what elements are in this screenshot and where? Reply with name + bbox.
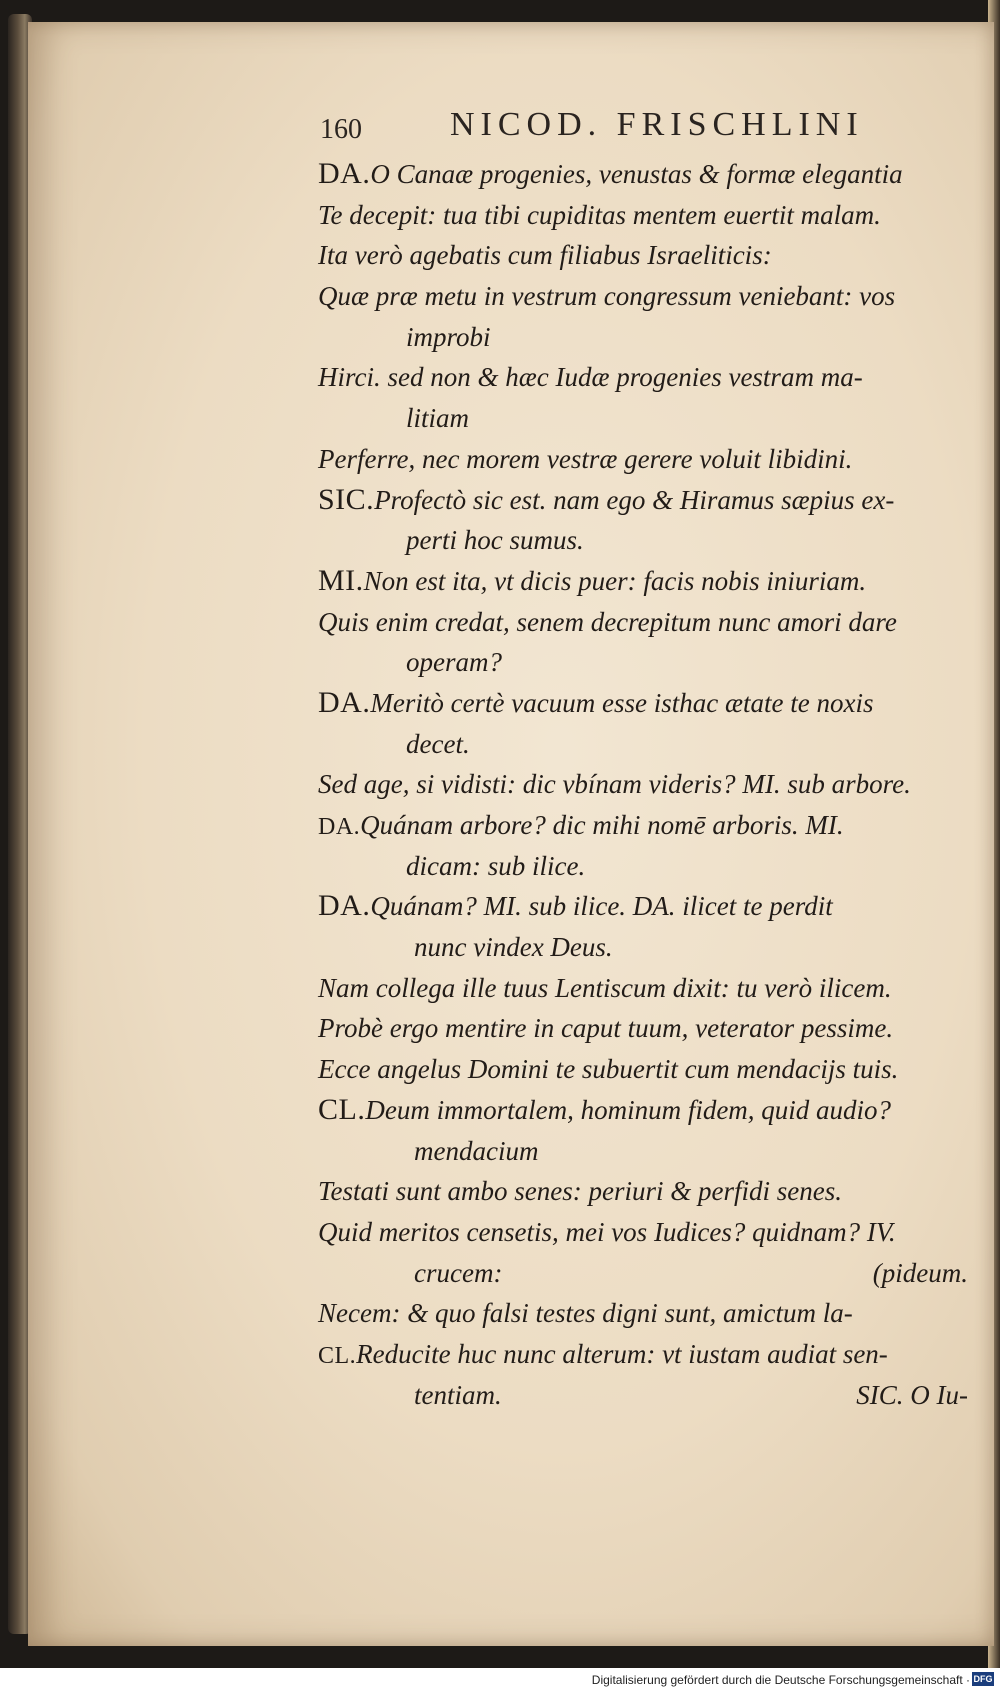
text-line xyxy=(318,1375,988,1416)
text-line xyxy=(318,235,988,276)
text-line xyxy=(318,195,988,236)
line-right-text: SIC. O Iu- xyxy=(856,1379,968,1410)
line-text: Perferre, nec morem vestræ gerere voluit libidini. xyxy=(318,443,853,474)
text-line xyxy=(318,1212,988,1253)
speaker-label: CL. xyxy=(318,1342,357,1369)
line-text: Quánam arbore? dic mihi nomē arboris. MI. xyxy=(360,810,844,840)
text-line xyxy=(318,968,988,1009)
text-line xyxy=(318,642,988,683)
footer-bar xyxy=(0,1668,1000,1693)
text-line xyxy=(318,357,988,398)
line-text: Quánam? MI. sub ilice. DA. ilicet te perdit xyxy=(370,891,833,922)
dfg-logo-icon: DFG xyxy=(973,1674,993,1684)
text-line xyxy=(318,520,988,561)
speaker-label: DA. xyxy=(318,685,371,719)
text-line xyxy=(318,317,988,358)
line-text: O Canaæ progenies, venustas & formæ elegantia xyxy=(370,159,903,189)
text-line xyxy=(318,1334,988,1375)
text-line xyxy=(318,561,988,602)
text-line xyxy=(318,1008,988,1049)
text-line xyxy=(318,1293,988,1334)
speaker-label: DA. xyxy=(318,814,361,840)
line-text: Reducite huc nunc alterum: vt iustam audiat sen- xyxy=(356,1338,888,1369)
speaker-label: DA. xyxy=(318,157,371,190)
text-line xyxy=(318,1049,988,1090)
line-text: mendacium xyxy=(414,1135,539,1166)
line-text: tentiam. xyxy=(414,1379,502,1410)
text-line xyxy=(318,683,988,724)
line-text: crucem: xyxy=(414,1257,503,1288)
page-header xyxy=(320,100,910,150)
line-text: Quid meritos censetis, mei vos Iudices? quidnam? IV. xyxy=(318,1216,896,1247)
text-line xyxy=(318,276,988,317)
text-line xyxy=(318,1171,988,1212)
line-text: improbi xyxy=(406,321,491,352)
text-line xyxy=(318,154,988,195)
speaker-label: CL. xyxy=(318,1092,366,1126)
text-line xyxy=(318,724,988,765)
line-text: litiam xyxy=(406,403,470,434)
text-line xyxy=(318,602,988,643)
line-text: Deum immortalem, hominum fidem, quid audio? xyxy=(365,1094,892,1125)
line-text: dicam: sub ilice. xyxy=(406,850,586,881)
line-text: nunc vindex Deus. xyxy=(414,932,613,963)
line-text: Ecce angelus Domini te subuertit cum mendacijs tuis. xyxy=(318,1054,899,1085)
text-line xyxy=(318,439,988,480)
speaker-label: MI. xyxy=(318,563,364,597)
text-line xyxy=(318,927,988,968)
line-text: operam? xyxy=(406,647,502,678)
line-text: Nam collega ille tuus Lentiscum dixit: tu verò ilicem. xyxy=(318,972,892,1003)
text-line xyxy=(318,1131,988,1172)
text-line xyxy=(318,398,988,439)
speaker-label: SIC. xyxy=(318,482,375,516)
line-text: Meritò certè vacuum esse isthac ætate te noxis xyxy=(370,687,874,718)
line-text: Quis enim credat, senem decrepitum nunc amori dare xyxy=(318,606,897,637)
line-text: Sed age, si vidisti: dic vbínam videris? MI. sub arbore. xyxy=(318,769,911,800)
line-right-text: (pideum. xyxy=(872,1257,968,1288)
line-text: Hirci. sed non & hæc Iudæ progenies vestram ma- xyxy=(318,362,863,393)
line-text: Probè ergo mentire in caput tuum, veterator pessime. xyxy=(318,1013,894,1044)
line-text: Te decepit: tua tibi cupiditas mentem euertit malam. xyxy=(318,199,881,230)
page-number: 160 xyxy=(320,114,362,145)
text-line xyxy=(318,846,988,887)
line-text: Necem: & quo falsi testes digni sunt, amictum la- xyxy=(318,1298,853,1329)
speaker-label: DA. xyxy=(318,889,371,923)
running-head: NICOD. FRISCHLINI xyxy=(450,106,864,143)
line-text: Testati sunt ambo senes: periuri & perfidi senes. xyxy=(318,1176,842,1207)
text-line xyxy=(318,805,988,846)
text-line xyxy=(318,1090,988,1131)
text-line xyxy=(318,1253,988,1294)
line-text: Ita verò agebatis cum filiabus Israeliticis: xyxy=(318,240,772,271)
line-text: perti hoc sumus. xyxy=(406,525,584,556)
line-text: decet. xyxy=(406,728,470,759)
page-text-body xyxy=(318,154,988,1415)
text-line xyxy=(318,764,988,805)
line-text: Profectò sic est. nam ego & Hiramus sæpius ex- xyxy=(374,484,895,515)
funding-credit: Digitalisierung gefördert durch die Deutsche Forschungsgemeinschaft · xyxy=(591,1673,970,1687)
line-text: Quæ præ metu in vestrum congressum veniebant: vos xyxy=(318,281,896,312)
line-text: Non est ita, vt dicis puer: facis nobis iniuriam. xyxy=(363,565,867,596)
text-line xyxy=(318,886,988,927)
text-line xyxy=(318,480,988,521)
